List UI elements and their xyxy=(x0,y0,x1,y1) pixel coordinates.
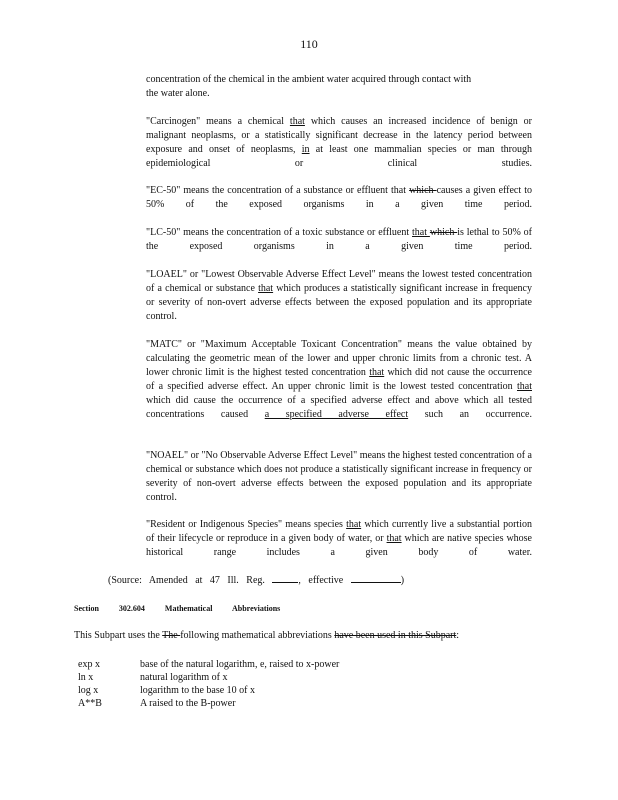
definition-lc50 xyxy=(146,226,532,254)
inserted-text: that xyxy=(258,283,274,294)
abbreviation-term: A**B xyxy=(78,698,102,709)
inserted-text: that xyxy=(386,533,402,544)
text-run: at least one mammalian species or man through epidemiological or clinical studies. xyxy=(146,144,532,169)
text-run: which currently live a substantial portion of their lifecycle or reproduce in a given body of water, or xyxy=(146,519,532,544)
abbreviation-term: log x xyxy=(78,685,99,696)
deleted-text: The xyxy=(162,630,181,641)
blank-line xyxy=(351,573,401,583)
definition-resident-species xyxy=(146,518,532,560)
text-run: which are native species whose historical range includes a given body of water. xyxy=(146,533,532,558)
paragraph-line: concentration of the chemical in the ambient water acquired through contact with xyxy=(146,74,472,85)
abbreviation-term: ln x xyxy=(78,672,94,683)
definition-carcinogen xyxy=(146,115,532,171)
text-run: causes a given effect to 50% of the exposed organisms in a given time period. xyxy=(146,185,532,210)
abbreviation-definition: logarithm to the base 10 of x xyxy=(140,685,255,696)
abbreviation-row xyxy=(78,672,498,686)
text-run: is lethal to 50% of the exposed organisms in a given time period. xyxy=(146,227,532,252)
text-run: : xyxy=(456,630,460,641)
text-run: "EC-50" means the concentration of a substance or effluent that xyxy=(146,185,410,196)
deleted-text: which xyxy=(409,185,437,196)
text-run: which produces a statistically significant increase in frequency or severity of non-overt adverse effects between the exposed population and its appropriate control. xyxy=(146,283,532,322)
text-run: which causes an increased incidence of benign or malignant neoplasms, or a statistically significant decrease in the latency period between exposure and onset of neoplasms, xyxy=(146,116,532,155)
paragraph-line: the water alone. xyxy=(146,88,210,99)
abbreviation-row xyxy=(78,685,498,699)
abbreviation-definition: base of the natural logarithm, e, raised to x-power xyxy=(140,659,340,670)
definition-matc xyxy=(146,338,532,422)
blank-line xyxy=(272,573,298,583)
abbreviation-definition: natural logarithm of x xyxy=(140,672,228,683)
definition-noael: "NOAEL" or "No Observable Adverse Effect Level" means the highest tested concentration of a chemical or substance which does not produce a statistically significant increase in frequency or severity of non-overt adverse effects between the exposed population and its appropriate control. xyxy=(146,450,532,503)
source-mid: , effective xyxy=(298,575,344,586)
text-run: such an occurrence. xyxy=(408,409,532,420)
abbreviation-row xyxy=(78,698,498,712)
text-run: This Subpart uses the xyxy=(74,630,163,641)
source-close: ) xyxy=(400,575,405,586)
abbreviation-definition: A raised to the B-power xyxy=(140,698,236,709)
inserted-text: a specified adverse effect xyxy=(264,409,409,420)
section-number: Section 302.604 xyxy=(74,604,145,613)
inserted-text: in xyxy=(301,144,310,155)
deleted-text: which xyxy=(429,227,458,238)
abbreviation-term: exp x xyxy=(78,659,100,670)
text-run: "MATC" or "Maximum Acceptable Toxicant Concentration" means the value obtained by calculating the geometric mean of the lower and upper chronic limits from a chronic test. A lower chronic limit is the highest tested concentration xyxy=(146,339,532,378)
paragraph-continuation xyxy=(146,73,532,101)
intro-sentence xyxy=(74,630,534,641)
section-heading xyxy=(74,604,280,613)
text-run: which did not cause the occurrence of a specified adverse effect. An upper chronic limit is the lowest tested concentration xyxy=(146,367,532,392)
inserted-text: that xyxy=(517,381,532,392)
inserted-text: that xyxy=(412,227,430,238)
abbreviation-row xyxy=(78,659,498,673)
deleted-text: have been used in this Subpart xyxy=(334,630,457,641)
section-title: Mathematical Abbreviations xyxy=(164,604,281,613)
inserted-text: that xyxy=(346,519,362,530)
page-number: 110 xyxy=(300,37,318,51)
text-run: "LOAEL" or "Lowest Observable Adverse Effect Level" means the lowest tested concentration of a chemical or substance xyxy=(146,269,532,294)
source-open: (Source: Amended at 47 Ill. Reg. xyxy=(108,575,265,586)
text-run: which did cause the occurrence of a specified adverse effect and above which all tested concentrations caused xyxy=(146,395,532,420)
inserted-text: that xyxy=(369,367,385,378)
text-run: "Resident or Indigenous Species" means species xyxy=(146,519,347,530)
definition-ec50 xyxy=(146,184,532,212)
text-run: following mathematical abbreviations xyxy=(180,630,335,641)
inserted-text: that xyxy=(289,116,305,127)
definition-loael xyxy=(146,268,532,324)
text-run: "Carcinogen" means a chemical xyxy=(146,116,290,127)
text-run: "LC-50" means the concentration of a toxic substance or effluent xyxy=(146,227,413,238)
source-note xyxy=(108,573,404,586)
